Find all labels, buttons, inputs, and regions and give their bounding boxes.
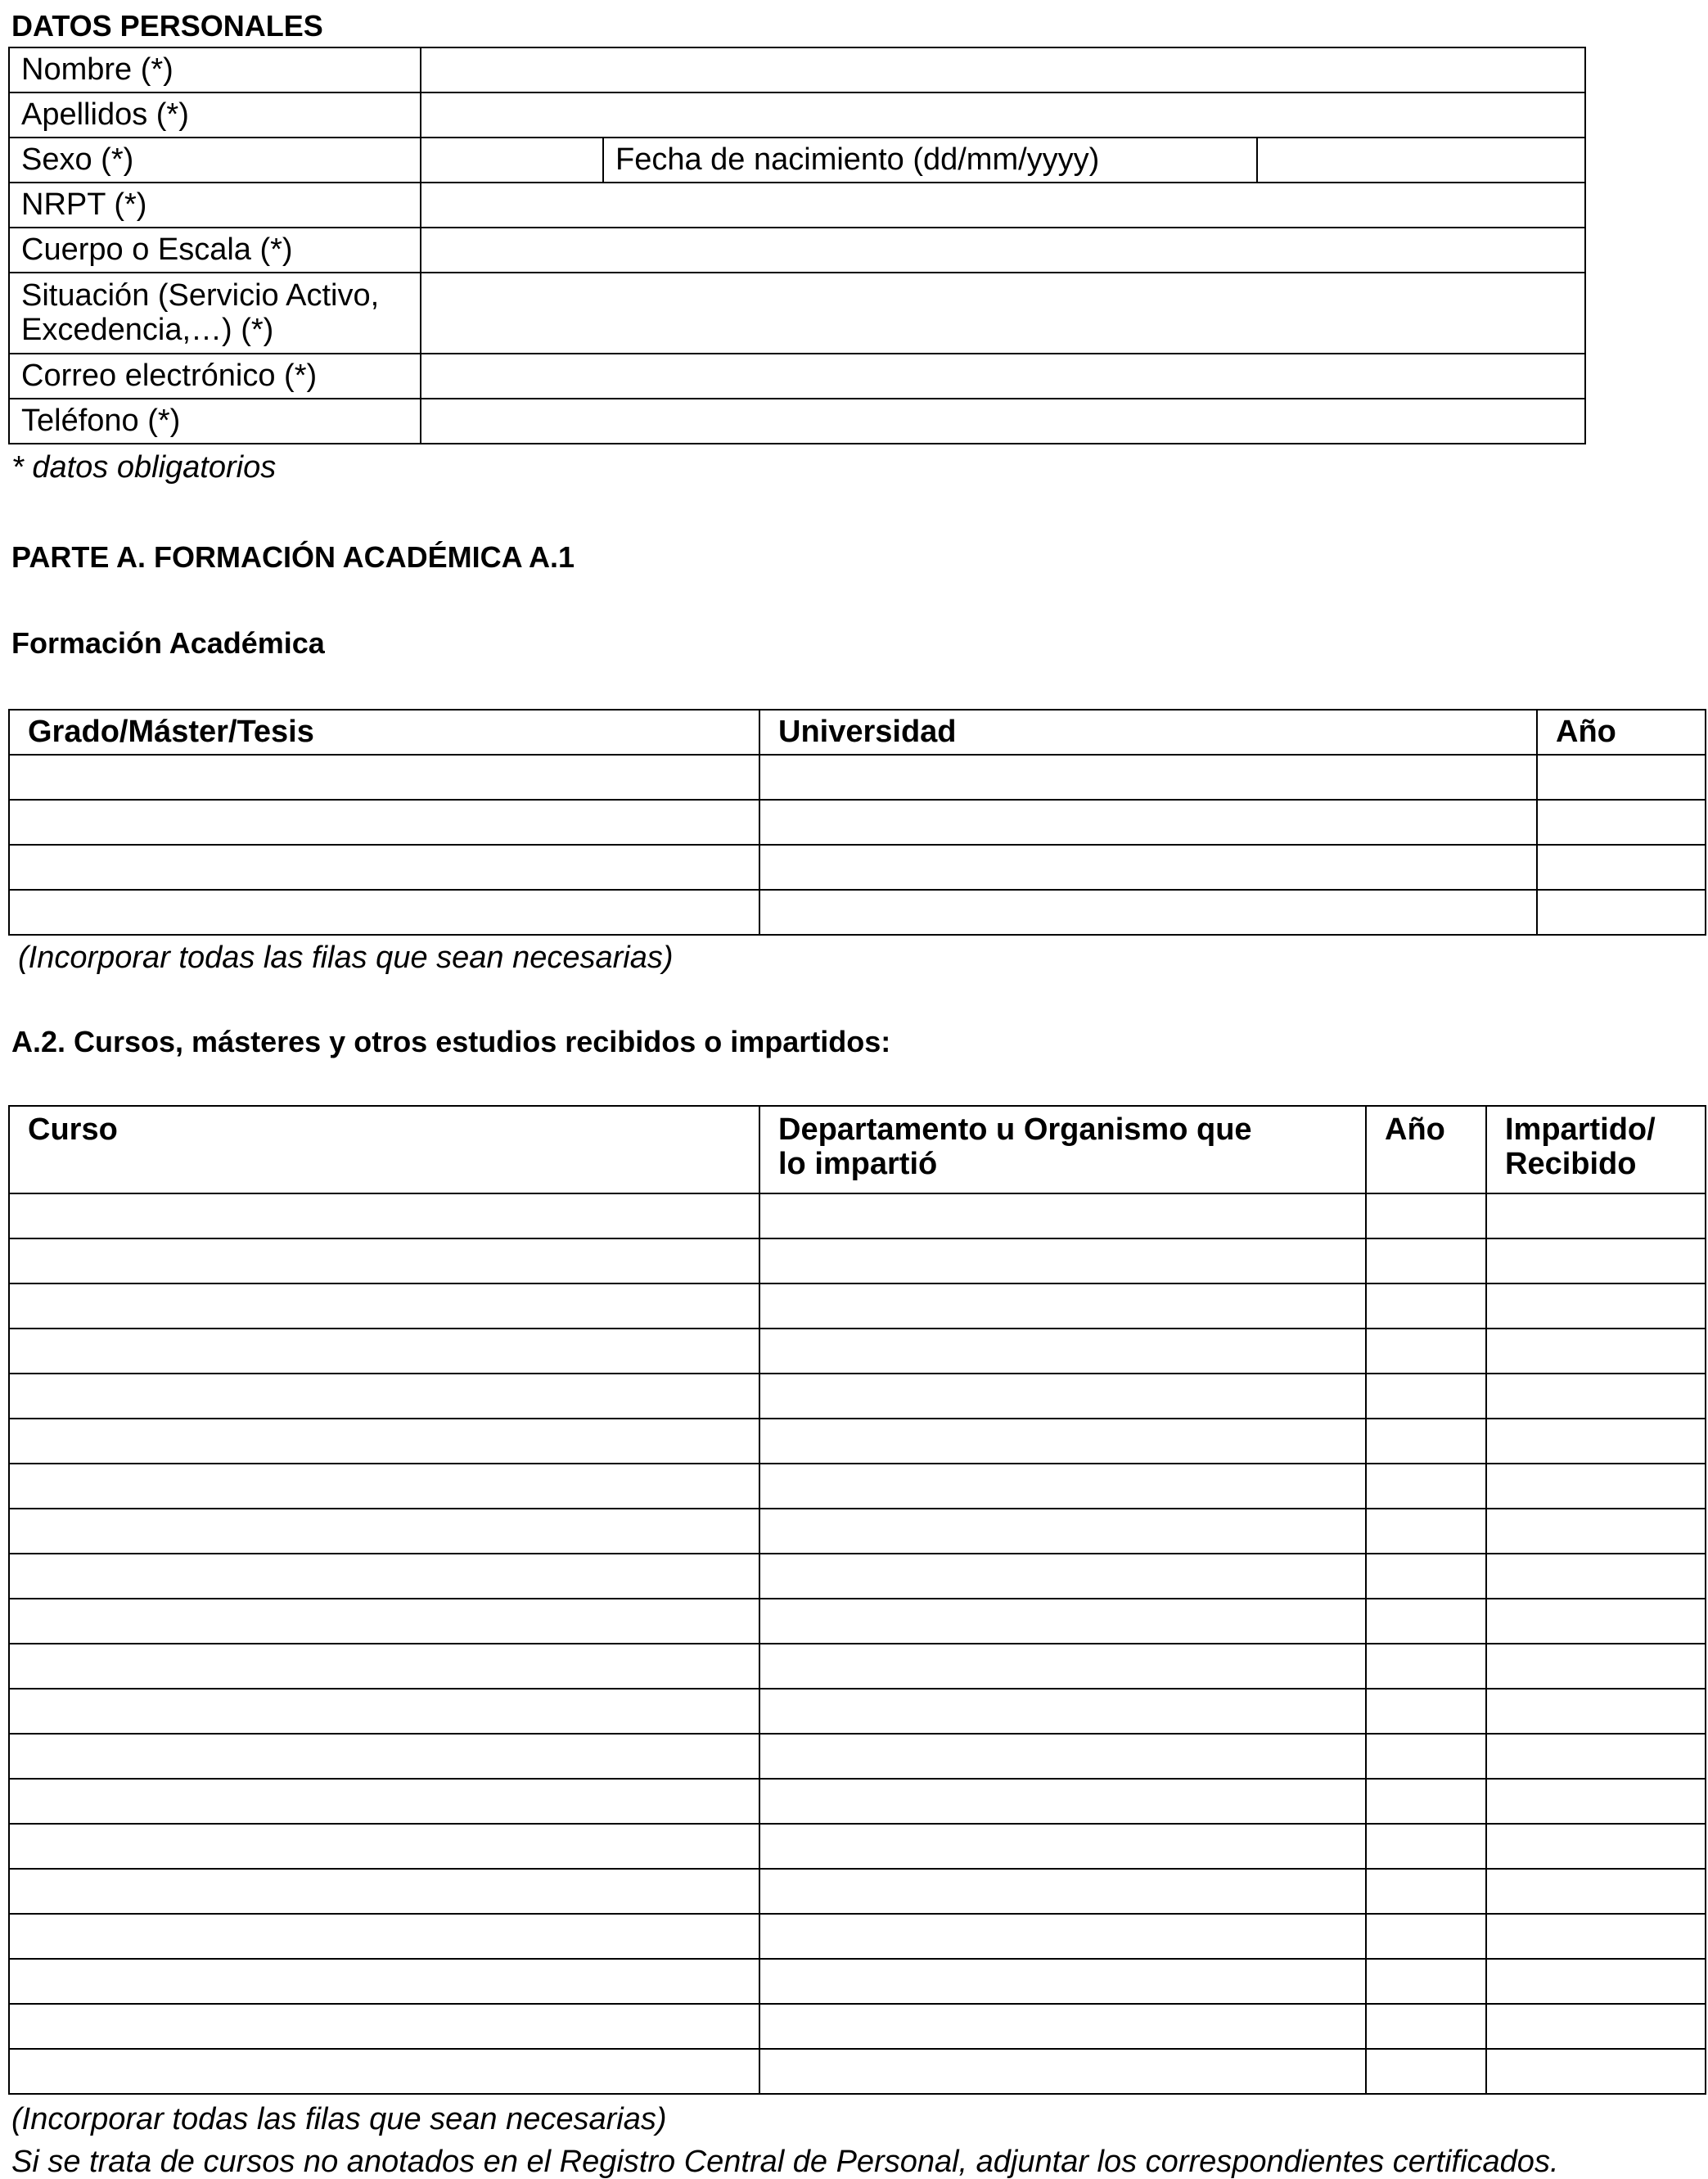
anio-cell[interactable] (1537, 800, 1706, 845)
curso-cell[interactable] (9, 1959, 759, 2004)
table-row (9, 1193, 1706, 1238)
departamento-cell[interactable] (759, 1374, 1366, 1419)
departamento-cell[interactable] (759, 1914, 1366, 1959)
grado-cell[interactable] (9, 800, 759, 845)
curso-cell[interactable] (9, 1914, 759, 1959)
personal-data-table (8, 47, 1586, 444)
col-grado: Grado/Máster/Tesis (9, 710, 759, 755)
anio-cell[interactable] (1366, 1644, 1486, 1689)
apellidos-label: Apellidos (*) (9, 92, 421, 138)
impartido-cell[interactable] (1486, 1644, 1706, 1689)
fecha-nacimiento-label: Fecha de nacimiento (dd/mm/yyyy) (603, 138, 1257, 183)
anio-cell[interactable] (1537, 890, 1706, 935)
nrpt-label: NRPT (*) (9, 183, 421, 228)
impartido-cell[interactable] (1486, 1959, 1706, 2004)
sexo-input[interactable] (421, 138, 603, 183)
table-row (9, 1374, 1706, 1419)
anio-cell[interactable] (1366, 1869, 1486, 1914)
departamento-cell[interactable] (759, 1554, 1366, 1599)
anio-cell[interactable] (1366, 1509, 1486, 1554)
col-departamento-line1: Departamento u Organismo que (778, 1112, 1252, 1147)
impartido-cell[interactable] (1486, 1779, 1706, 1824)
anio-cell[interactable] (1366, 1374, 1486, 1419)
impartido-cell[interactable] (1486, 2049, 1706, 2094)
table-row (9, 845, 1706, 890)
table-header-row (9, 710, 1706, 755)
curso-cell[interactable] (9, 1644, 759, 1689)
nombre-label: Nombre (*) (9, 47, 421, 92)
universidad-cell[interactable] (759, 755, 1537, 800)
table-row (9, 890, 1706, 935)
departamento-cell[interactable] (759, 1464, 1366, 1509)
table-row (9, 1869, 1706, 1914)
table-row (9, 1464, 1706, 1509)
grado-cell[interactable] (9, 845, 759, 890)
situacion-label (9, 273, 421, 354)
a2-rows-note: (Incorporar todas las filas que sean necesarias) (11, 2102, 667, 2136)
departamento-cell[interactable] (759, 1824, 1366, 1869)
situacion-label-line1: Situación (Servicio Activo, (21, 277, 380, 313)
table-row (9, 1509, 1706, 1554)
departamento-cell[interactable] (759, 1779, 1366, 1824)
curso-cell[interactable] (9, 1779, 759, 1824)
curso-cell[interactable] (9, 1238, 759, 1283)
curso-cell[interactable] (9, 1554, 759, 1599)
curso-cell[interactable] (9, 1283, 759, 1329)
anio-cell[interactable] (1366, 2049, 1486, 2094)
table-row (9, 1779, 1706, 1824)
universidad-cell[interactable] (759, 890, 1537, 935)
a2-heading: A.2. Cursos, másteres y otros estudios recibidos o impartidos: (11, 1025, 891, 1058)
cuerpo-escala-input[interactable] (421, 228, 1585, 273)
cuerpo-escala-label: Cuerpo o Escala (*) (9, 228, 421, 273)
anio-cell[interactable] (1366, 1238, 1486, 1283)
curso-cell[interactable] (9, 1419, 759, 1464)
formacion-academica-heading: Formación Académica (11, 626, 325, 660)
departamento-cell[interactable] (759, 1283, 1366, 1329)
correo-label: Correo electrónico (*) (9, 354, 421, 399)
anio-cell[interactable] (1366, 1329, 1486, 1374)
anio-cell[interactable] (1366, 1464, 1486, 1509)
impartido-cell[interactable] (1486, 1869, 1706, 1914)
departamento-cell[interactable] (759, 1644, 1366, 1689)
impartido-cell[interactable] (1486, 1824, 1706, 1869)
cursos-table (8, 1105, 1706, 2095)
impartido-cell[interactable] (1486, 1283, 1706, 1329)
table-header-row (9, 1106, 1706, 1193)
curso-cell[interactable] (9, 1509, 759, 1554)
anio-cell[interactable] (1366, 1779, 1486, 1824)
table-row (9, 1824, 1706, 1869)
anio-cell[interactable] (1366, 1824, 1486, 1869)
apellidos-input[interactable] (421, 92, 1585, 138)
table-row (9, 2004, 1706, 2049)
anio-cell[interactable] (1366, 1689, 1486, 1734)
table-row (9, 1959, 1706, 2004)
departamento-cell[interactable] (759, 1509, 1366, 1554)
anio-cell[interactable] (1366, 1599, 1486, 1644)
col-departamento-line2: lo impartió (778, 1146, 938, 1181)
impartido-cell[interactable] (1486, 1419, 1706, 1464)
anio-cell[interactable] (1366, 1959, 1486, 2004)
impartido-cell[interactable] (1486, 1734, 1706, 1779)
table-row (9, 1914, 1706, 1959)
formacion-academica-table (8, 709, 1706, 936)
curso-cell[interactable] (9, 1464, 759, 1509)
impartido-cell[interactable] (1486, 2004, 1706, 2049)
departamento-cell[interactable] (759, 1959, 1366, 2004)
table-row (9, 1238, 1706, 1283)
table-row (9, 1689, 1706, 1734)
departamento-cell[interactable] (759, 1419, 1366, 1464)
curso-cell[interactable] (9, 1824, 759, 1869)
curso-cell[interactable] (9, 1599, 759, 1644)
parte-a-rows-note: (Incorporar todas las filas que sean necesarias) (18, 941, 674, 975)
nombre-input[interactable] (421, 47, 1585, 92)
sexo-label: Sexo (*) (9, 138, 421, 183)
parte-a-heading: PARTE A. FORMACIÓN ACADÉMICA A.1 (11, 540, 575, 574)
telefono-input[interactable] (421, 399, 1585, 444)
impartido-cell[interactable] (1486, 1689, 1706, 1734)
col-impartido (1486, 1106, 1706, 1193)
table-row (9, 1283, 1706, 1329)
anio-cell[interactable] (1366, 1554, 1486, 1599)
impartido-cell[interactable] (1486, 1238, 1706, 1283)
curso-cell[interactable] (9, 1329, 759, 1374)
departamento-cell[interactable] (759, 1193, 1366, 1238)
curso-cell[interactable] (9, 1689, 759, 1734)
anio-cell[interactable] (1537, 845, 1706, 890)
departamento-cell[interactable] (759, 1238, 1366, 1283)
curso-cell[interactable] (9, 1869, 759, 1914)
anio-cell[interactable] (1537, 755, 1706, 800)
table-row (9, 2049, 1706, 2094)
nrpt-input[interactable] (421, 183, 1585, 228)
impartido-cell[interactable] (1486, 1193, 1706, 1238)
impartido-cell[interactable] (1486, 1554, 1706, 1599)
col-departamento (759, 1106, 1366, 1193)
table-row (9, 800, 1706, 845)
table-row (9, 1329, 1706, 1374)
correo-input[interactable] (421, 354, 1585, 399)
anio-cell[interactable] (1366, 1914, 1486, 1959)
impartido-cell[interactable] (1486, 1914, 1706, 1959)
table-row (9, 1419, 1706, 1464)
table-row (9, 1644, 1706, 1689)
impartido-cell[interactable] (1486, 1509, 1706, 1554)
departamento-cell[interactable] (759, 1329, 1366, 1374)
col-anio: Año (1537, 710, 1706, 755)
universidad-cell[interactable] (759, 800, 1537, 845)
impartido-cell[interactable] (1486, 1464, 1706, 1509)
departamento-cell[interactable] (759, 1869, 1366, 1914)
curso-cell[interactable] (9, 2049, 759, 2094)
grado-cell[interactable] (9, 755, 759, 800)
personal-heading: DATOS PERSONALES (11, 9, 323, 43)
table-row (9, 1554, 1706, 1599)
departamento-cell[interactable] (759, 2004, 1366, 2049)
anio-cell[interactable] (1366, 1734, 1486, 1779)
mandatory-note: * datos obligatorios (11, 450, 277, 485)
anio-cell[interactable] (1366, 2004, 1486, 2049)
grado-cell[interactable] (9, 890, 759, 935)
fecha-nacimiento-input[interactable] (1257, 138, 1585, 183)
curso-cell[interactable] (9, 2004, 759, 2049)
impartido-cell[interactable] (1486, 1329, 1706, 1374)
col-impartido-line1: Impartido/ (1505, 1112, 1656, 1147)
table-row (9, 755, 1706, 800)
table-row (9, 1734, 1706, 1779)
universidad-cell[interactable] (759, 845, 1537, 890)
departamento-cell[interactable] (759, 1689, 1366, 1734)
col-impartido-line2: Recibido (1505, 1146, 1637, 1181)
col-anio: Año (1366, 1106, 1486, 1193)
departamento-cell[interactable] (759, 1734, 1366, 1779)
anio-cell[interactable] (1366, 1419, 1486, 1464)
telefono-label: Teléfono (*) (9, 399, 421, 444)
situacion-input[interactable] (421, 273, 1585, 354)
impartido-cell[interactable] (1486, 1374, 1706, 1419)
col-universidad: Universidad (759, 710, 1537, 755)
impartido-cell[interactable] (1486, 1599, 1706, 1644)
departamento-cell[interactable] (759, 2049, 1366, 2094)
table-row (9, 1599, 1706, 1644)
curso-cell[interactable] (9, 1734, 759, 1779)
departamento-cell[interactable] (759, 1599, 1366, 1644)
curso-cell[interactable] (9, 1374, 759, 1419)
anio-cell[interactable] (1366, 1193, 1486, 1238)
situacion-label-line2: Excedencia,…) (*) (21, 312, 274, 347)
curso-cell[interactable] (9, 1193, 759, 1238)
a2-certificates-note: Si se trata de cursos no anotados en el Registro Central de Personal, adjuntar los correspondientes certificados. (11, 2145, 1559, 2179)
anio-cell[interactable] (1366, 1283, 1486, 1329)
col-curso: Curso (9, 1106, 759, 1193)
